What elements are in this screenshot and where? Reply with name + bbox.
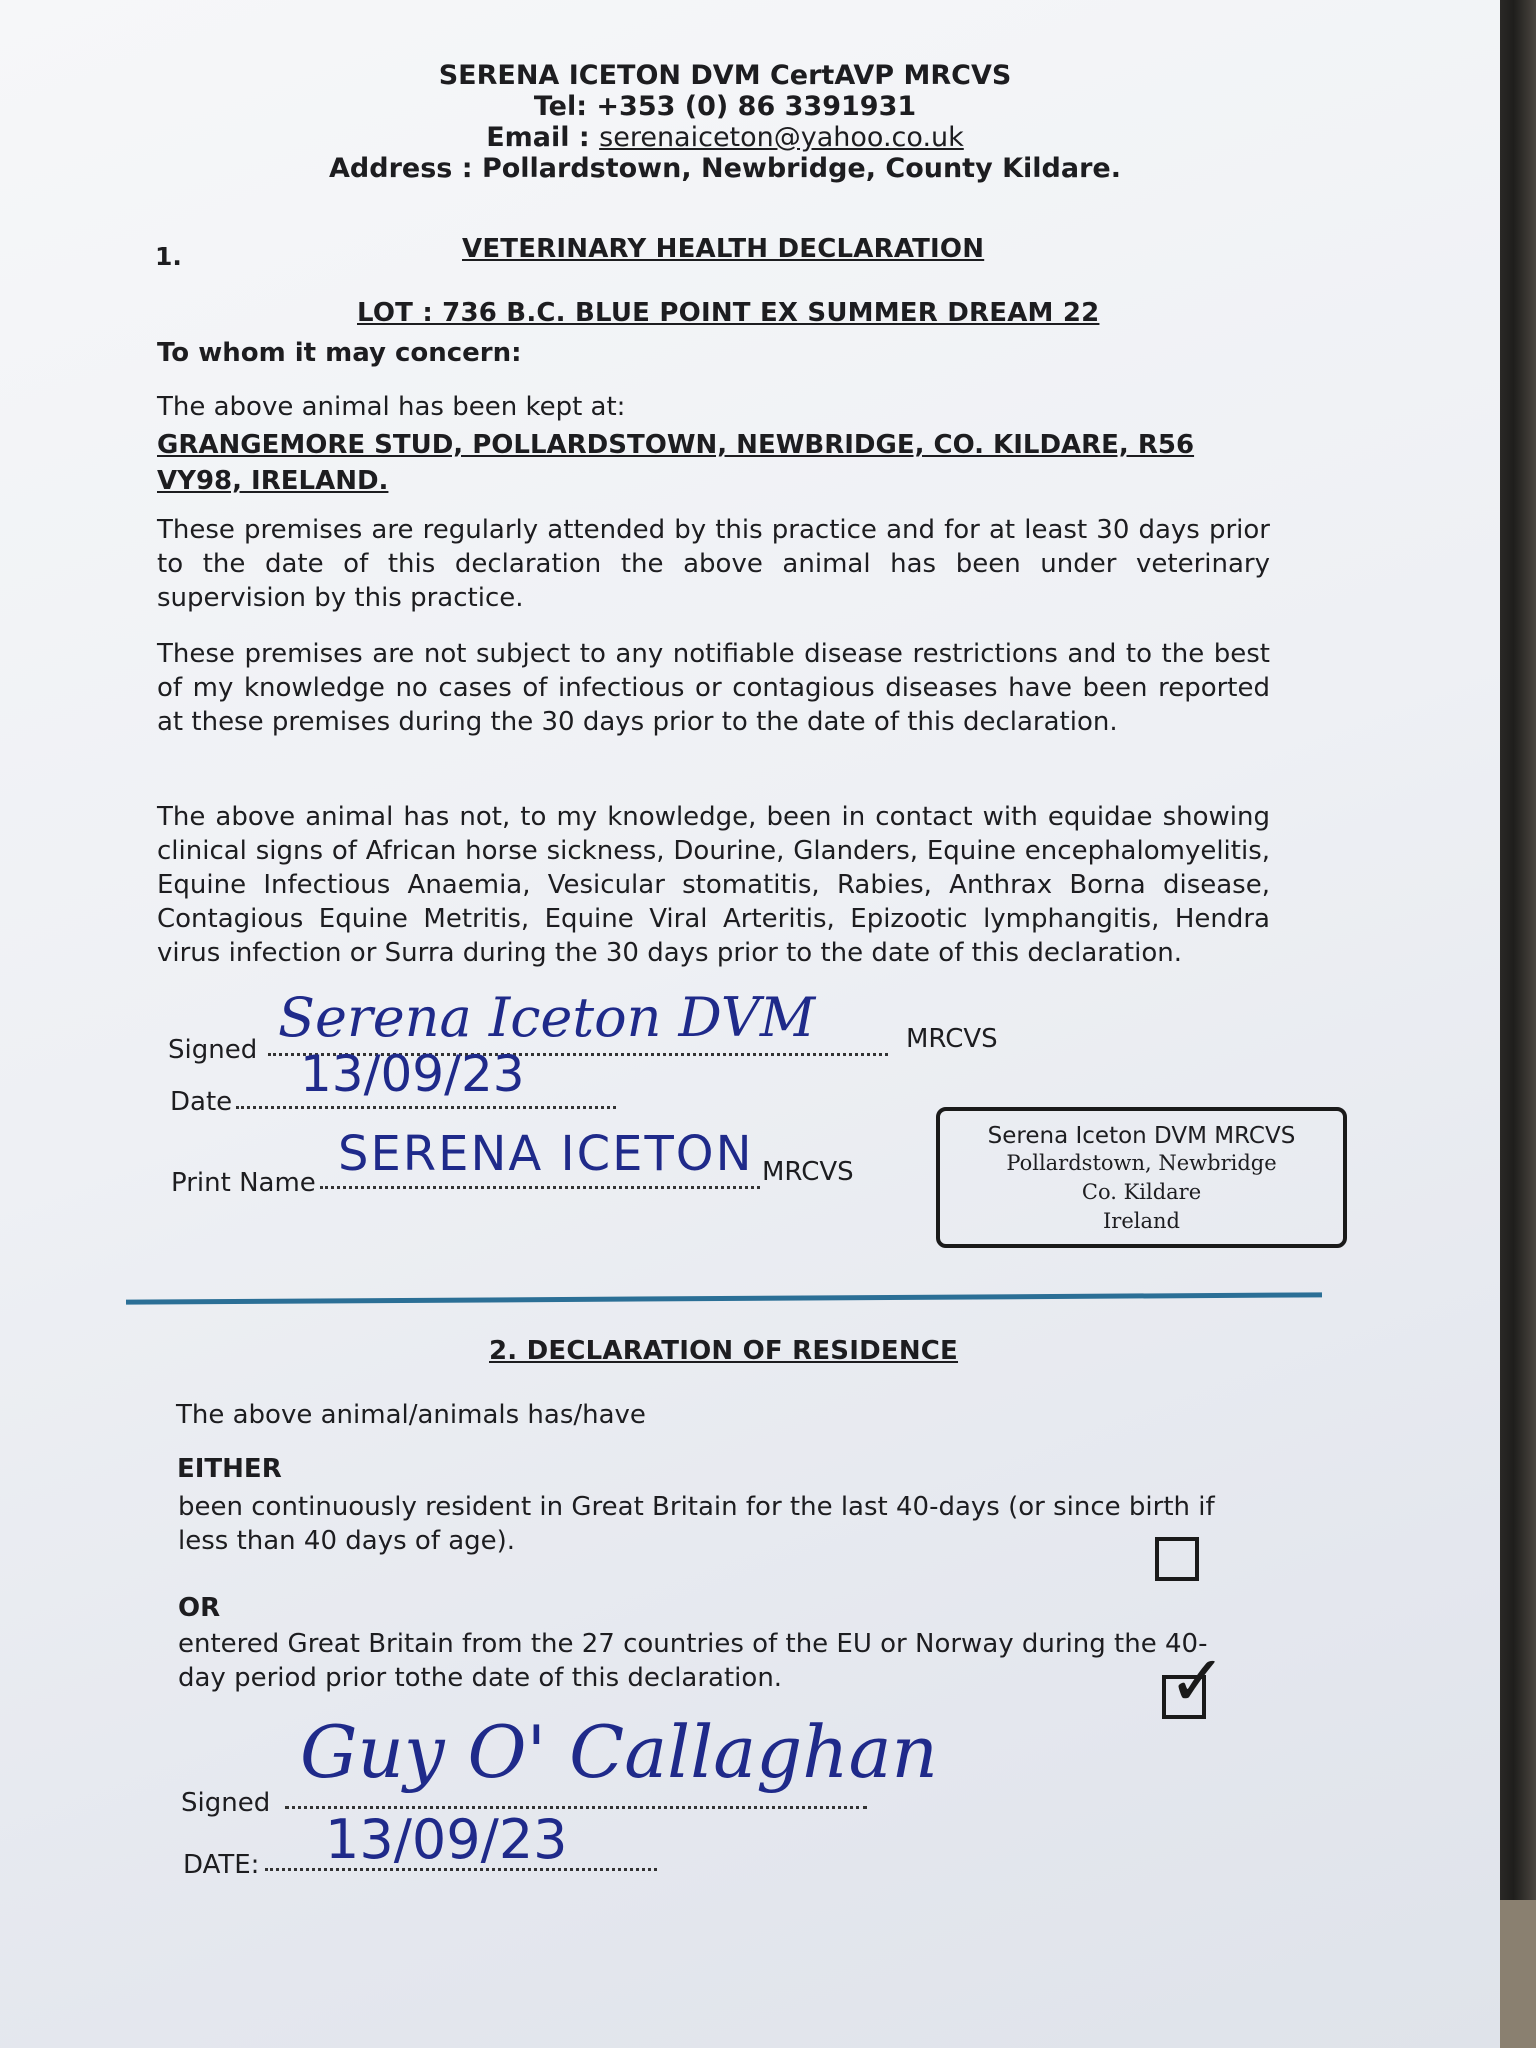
vet-print-name: SERENA ICETON: [338, 1126, 754, 1182]
email-link[interactable]: serenaiceton@yahoo.co.uk: [599, 122, 964, 153]
vet-date: 13/09/23: [300, 1045, 525, 1103]
stamp-line4: Ireland: [1103, 1209, 1180, 1233]
owner-signature: Guy O' Callaghan: [300, 1710, 938, 1794]
paragraph-supervision: These premises are regularly attended by this practice and for at least 30 days prior to the date of this declaration the above animal has been under veterinary supervision by this practice.: [157, 515, 1270, 613]
email-label: Email :: [486, 122, 590, 153]
section2-title: 2. DECLARATION OF RESIDENCE: [489, 1336, 959, 1366]
paragraph-contact-diseases: The above animal has not, to my knowledge, been in contact with equidae showing clinical signs of African horse sickness, Dourine, Glanders, Equine encephalomyelitis, Equine Infectious Anaemia, Vesicular stomatitis, Rabies, Anthrax Borna disease, Contagious Equine Metritis, Equine Viral Arteritis, Epizootic lymphangitis, Hendra virus infection or Surra during the 30 days prior to the date of this declaration.: [157, 802, 1270, 968]
section2-date-label: DATE:: [183, 1850, 260, 1880]
lot-title: LOT : 736 B.C. BLUE POINT EX SUMMER DREAM 22: [357, 298, 1100, 328]
print-name-suffix: MRCVS: [762, 1157, 854, 1187]
kept-at-label: The above animal has been kept at:: [157, 392, 626, 422]
date-line: [236, 1106, 616, 1109]
paragraph-disease-restrictions: These premises are not subject to any notifiable disease restrictions and to the best of my knowledge no cases of infectious or contagious diseases have been reported at these premises during the 30 days prior to the date of this declaration.: [157, 639, 1270, 737]
option1-text: been continuously resident in Great Britain for the last 40-days (or since birth if less than 40 days of age).: [178, 1492, 1215, 1556]
option2-text: entered Great Britain from the 27 countries of the EU or Norway during the 40-day period prior tothe date of this declaration.: [178, 1629, 1208, 1693]
section1-title: VETERINARY HEALTH DECLARATION: [462, 234, 985, 264]
section-divider: [126, 1292, 1322, 1304]
premises-address-line1: GRANGEMORE STUD, POLLARDSTOWN, NEWBRIDGE, CO. KILDARE, R56: [157, 430, 1195, 460]
premises-address-line2: VY98, IRELAND.: [157, 466, 389, 496]
letterhead-tel: Tel: +353 (0) 86 3391931: [533, 91, 917, 122]
letterhead-email: [0, 122, 1450, 153]
date-label: Date: [170, 1087, 233, 1117]
signed-suffix: MRCVS: [906, 1024, 998, 1054]
stamp-line1: Serena Iceton DVM MRCVS: [987, 1123, 1296, 1149]
letterhead-name: SERENA ICETON DVM CertAVP MRCVS: [438, 60, 1012, 91]
print-name-line: [320, 1186, 760, 1189]
or-label: OR: [178, 1593, 221, 1623]
stamp-line2: Pollardstown, Newbridge: [1006, 1151, 1277, 1175]
salutation: To whom it may concern:: [157, 338, 522, 368]
section-number: 1.: [155, 242, 182, 271]
either-label: EITHER: [177, 1454, 282, 1484]
owner-date: 13/09/23: [325, 1808, 568, 1871]
section2-signed-label: Signed: [181, 1788, 271, 1818]
print-name-label: Print Name: [171, 1168, 316, 1198]
practice-stamp: [936, 1107, 1347, 1248]
stamp-line3: Co. Kildare: [1081, 1180, 1202, 1204]
vet-signature: Serena Iceton DVM: [278, 986, 816, 1049]
option1-checkbox[interactable]: [1155, 1537, 1199, 1581]
signed-label: Signed: [168, 1035, 258, 1065]
residence-intro: The above animal/animals has/have: [176, 1400, 646, 1430]
letterhead-address: Address : Pollardstown, Newbridge, County Kildare.: [329, 153, 1121, 184]
option2-check-mark: ✓: [1168, 1640, 1227, 1722]
